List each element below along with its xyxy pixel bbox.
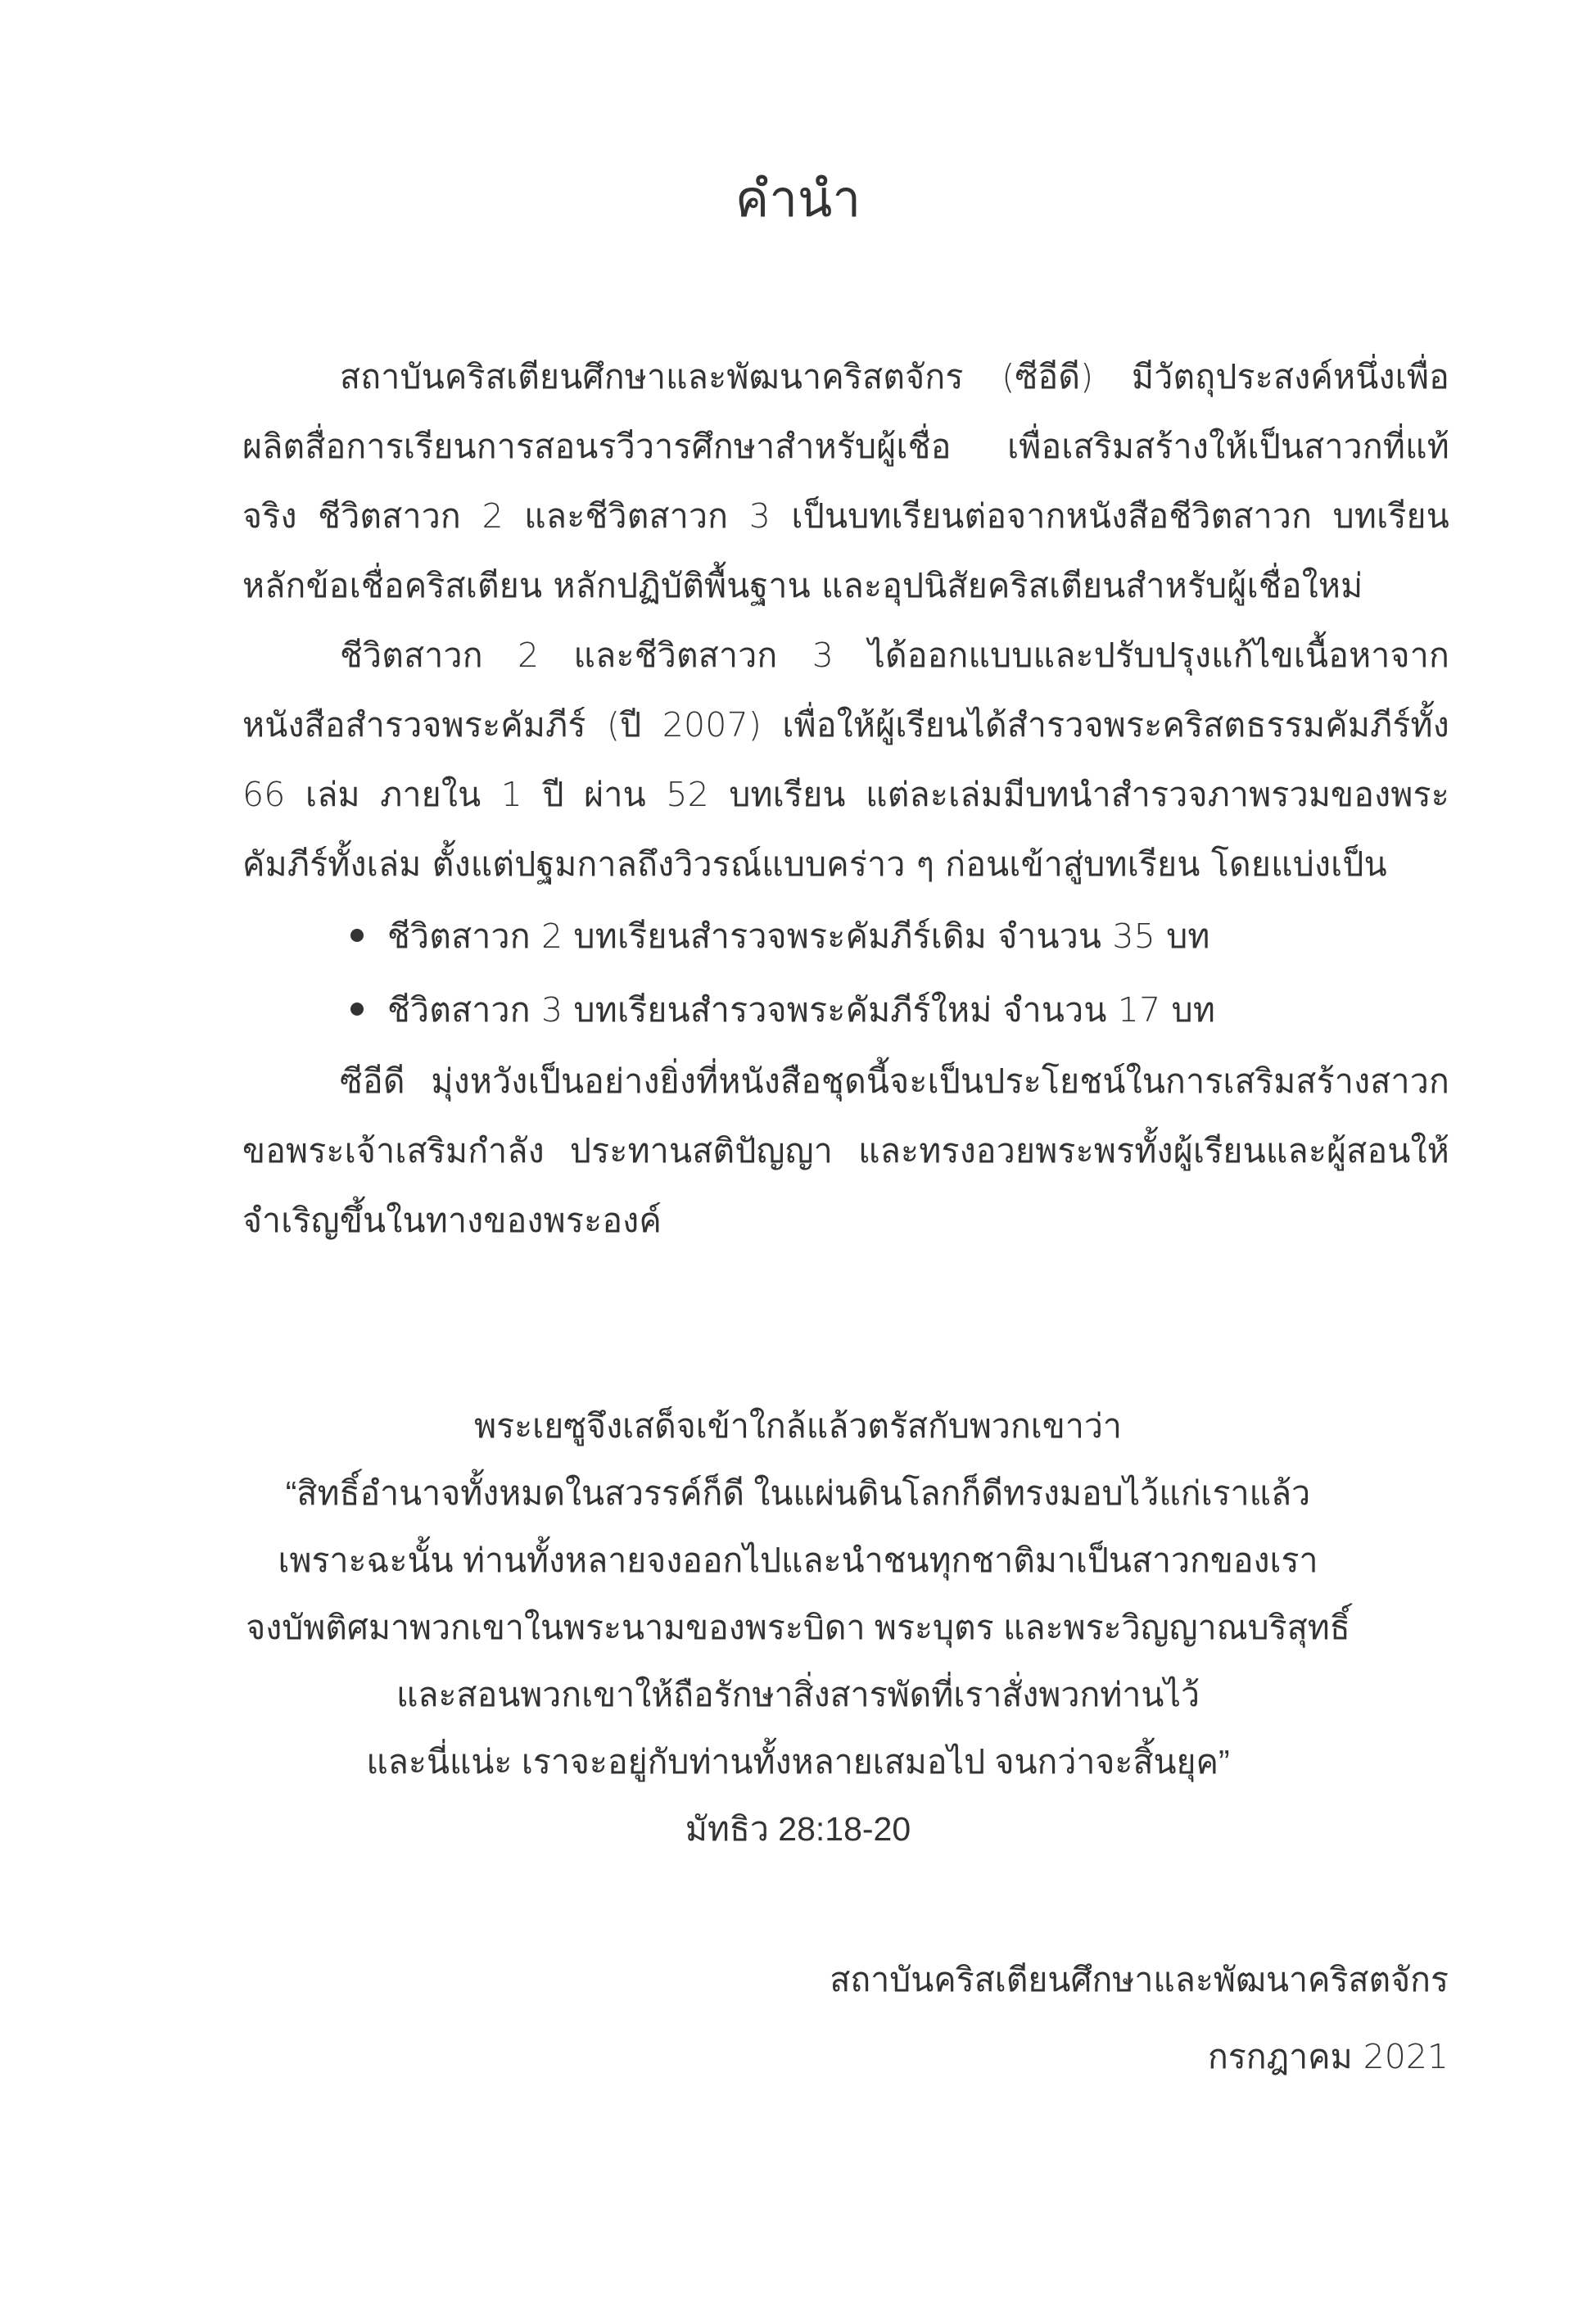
list-item-text: ชีวิตสาวก 3 บทเรียนสำรวจพระคัมภีร์ใหม่ จำนวน 17 บท: [387, 990, 1216, 1030]
quote-line: และนี่แน่ะ เราจะอยู่กับท่านทั้งหลายเสมอไป จนกว่าจะสิ้นยุค”: [366, 1743, 1230, 1781]
quote-line: เพราะฉะนั้น ท่านทั้งหลายจงออกไปและนำชนทุกชาติมาเป็นสาวกของเรา: [278, 1541, 1318, 1579]
quote-line: จงบัพติศมาพวกเขาในพระนามของพระบิดา พระบุตร และพระวิญญาณบริสุทธิ์: [246, 1609, 1350, 1646]
quote-line: และสอนพวกเขาให้ถือรักษาสิ่งสารพัดที่เราสั่งพวกท่านไว้: [396, 1676, 1200, 1713]
paragraph-blessing: ซีอีดี มุ่งหวังเป็นอย่างยิ่งที่หนังสือชุดนี้จะเป็นประโยชน์ในการเสริมสร้างสาวกขอพระเจ้าเสริมกำลัง ประทานสติปัญญา และทรงอวยพระพรทั้งผู้เรียนและผู้สอนให้จำเริญขึ้นในทางของพระองค์: [242, 1061, 1449, 1240]
paragraph-curriculum: ชีวิตสาวก 2 และชีวิตสาวก 3 ได้ออกแบบและปรับปรุงแก้ไขเนื้อหาจากหนังสือสำรวจพระคัมภีร์ (ปี 2007) เพื่อให้ผู้เรียนได้สำรวจพระคริสตธรรมคัมภีร์ทั้ง 66 เล่ม ภายใน 1 ปี ผ่าน 52 บทเรียน แต่ละเล่มมีบทนำสำรวจภาพรวมของพระคัมภีร์ทั้งเล่ม ตั้งแต่ปฐมกาลถึงวิวรณ์แบบคร่าว ๆ ก่อนเข้าสู่บทเรียน โดยแบ่งเป็น: [242, 636, 1449, 884]
page-title: คำนำ: [735, 169, 861, 229]
bullet-icon: [350, 929, 364, 942]
list-item: [242, 899, 1449, 973]
bullet-icon: [350, 1003, 364, 1016]
scripture-reference: มัทธิว 28:18-20: [685, 1810, 911, 1848]
lesson-list: [242, 899, 1449, 1047]
list-item: [242, 973, 1449, 1047]
scripture-quote: [0, 1392, 1596, 1863]
list-item-text: ชีวิตสาวก 2 บทเรียนสำรวจพระคัมภีร์เดิม จำนวน 35 บท: [387, 917, 1210, 956]
preface-body: [242, 342, 1449, 1256]
signature-block: [830, 1941, 1449, 2095]
quote-line: “สิทธิ์อำนาจทั้งหมดในสวรรค์ก็ดี ในแผ่นดินโลกก็ดีทรงมอบไว้แก่เราแล้ว: [285, 1474, 1311, 1512]
signature-date: กรกฎาคม 2021: [1207, 2037, 1449, 2076]
paragraph-intro: สถาบันคริสเตียนศึกษาและพัฒนาคริสตจักร (ซีอีดี) มีวัตถุประสงค์หนึ่งเพื่อผลิตสื่อการเรียนการสอนรวีวารศึกษาสำหรับผู้เชื่อ เพื่อเสริมสร้างให้เป็นสาวกที่แท้จริง ชีวิตสาวก 2 และชีวิตสาวก 3 เป็นบทเรียนต่อจากหนังสือชีวิตสาวก บทเรียนหลักข้อเชื่อคริสเตียน หลักปฏิบัติพื้นฐาน และอุปนิสัยคริสเตียนสำหรับผู้เชื่อใหม่: [242, 357, 1449, 605]
quote-line: พระเยซูจึงเสด็จเข้าใกล้แล้วตรัสกับพวกเขาว่า: [474, 1407, 1122, 1445]
signature-organization: สถาบันคริสเตียนศึกษาและพัฒนาคริสตจักร: [830, 1960, 1449, 1999]
